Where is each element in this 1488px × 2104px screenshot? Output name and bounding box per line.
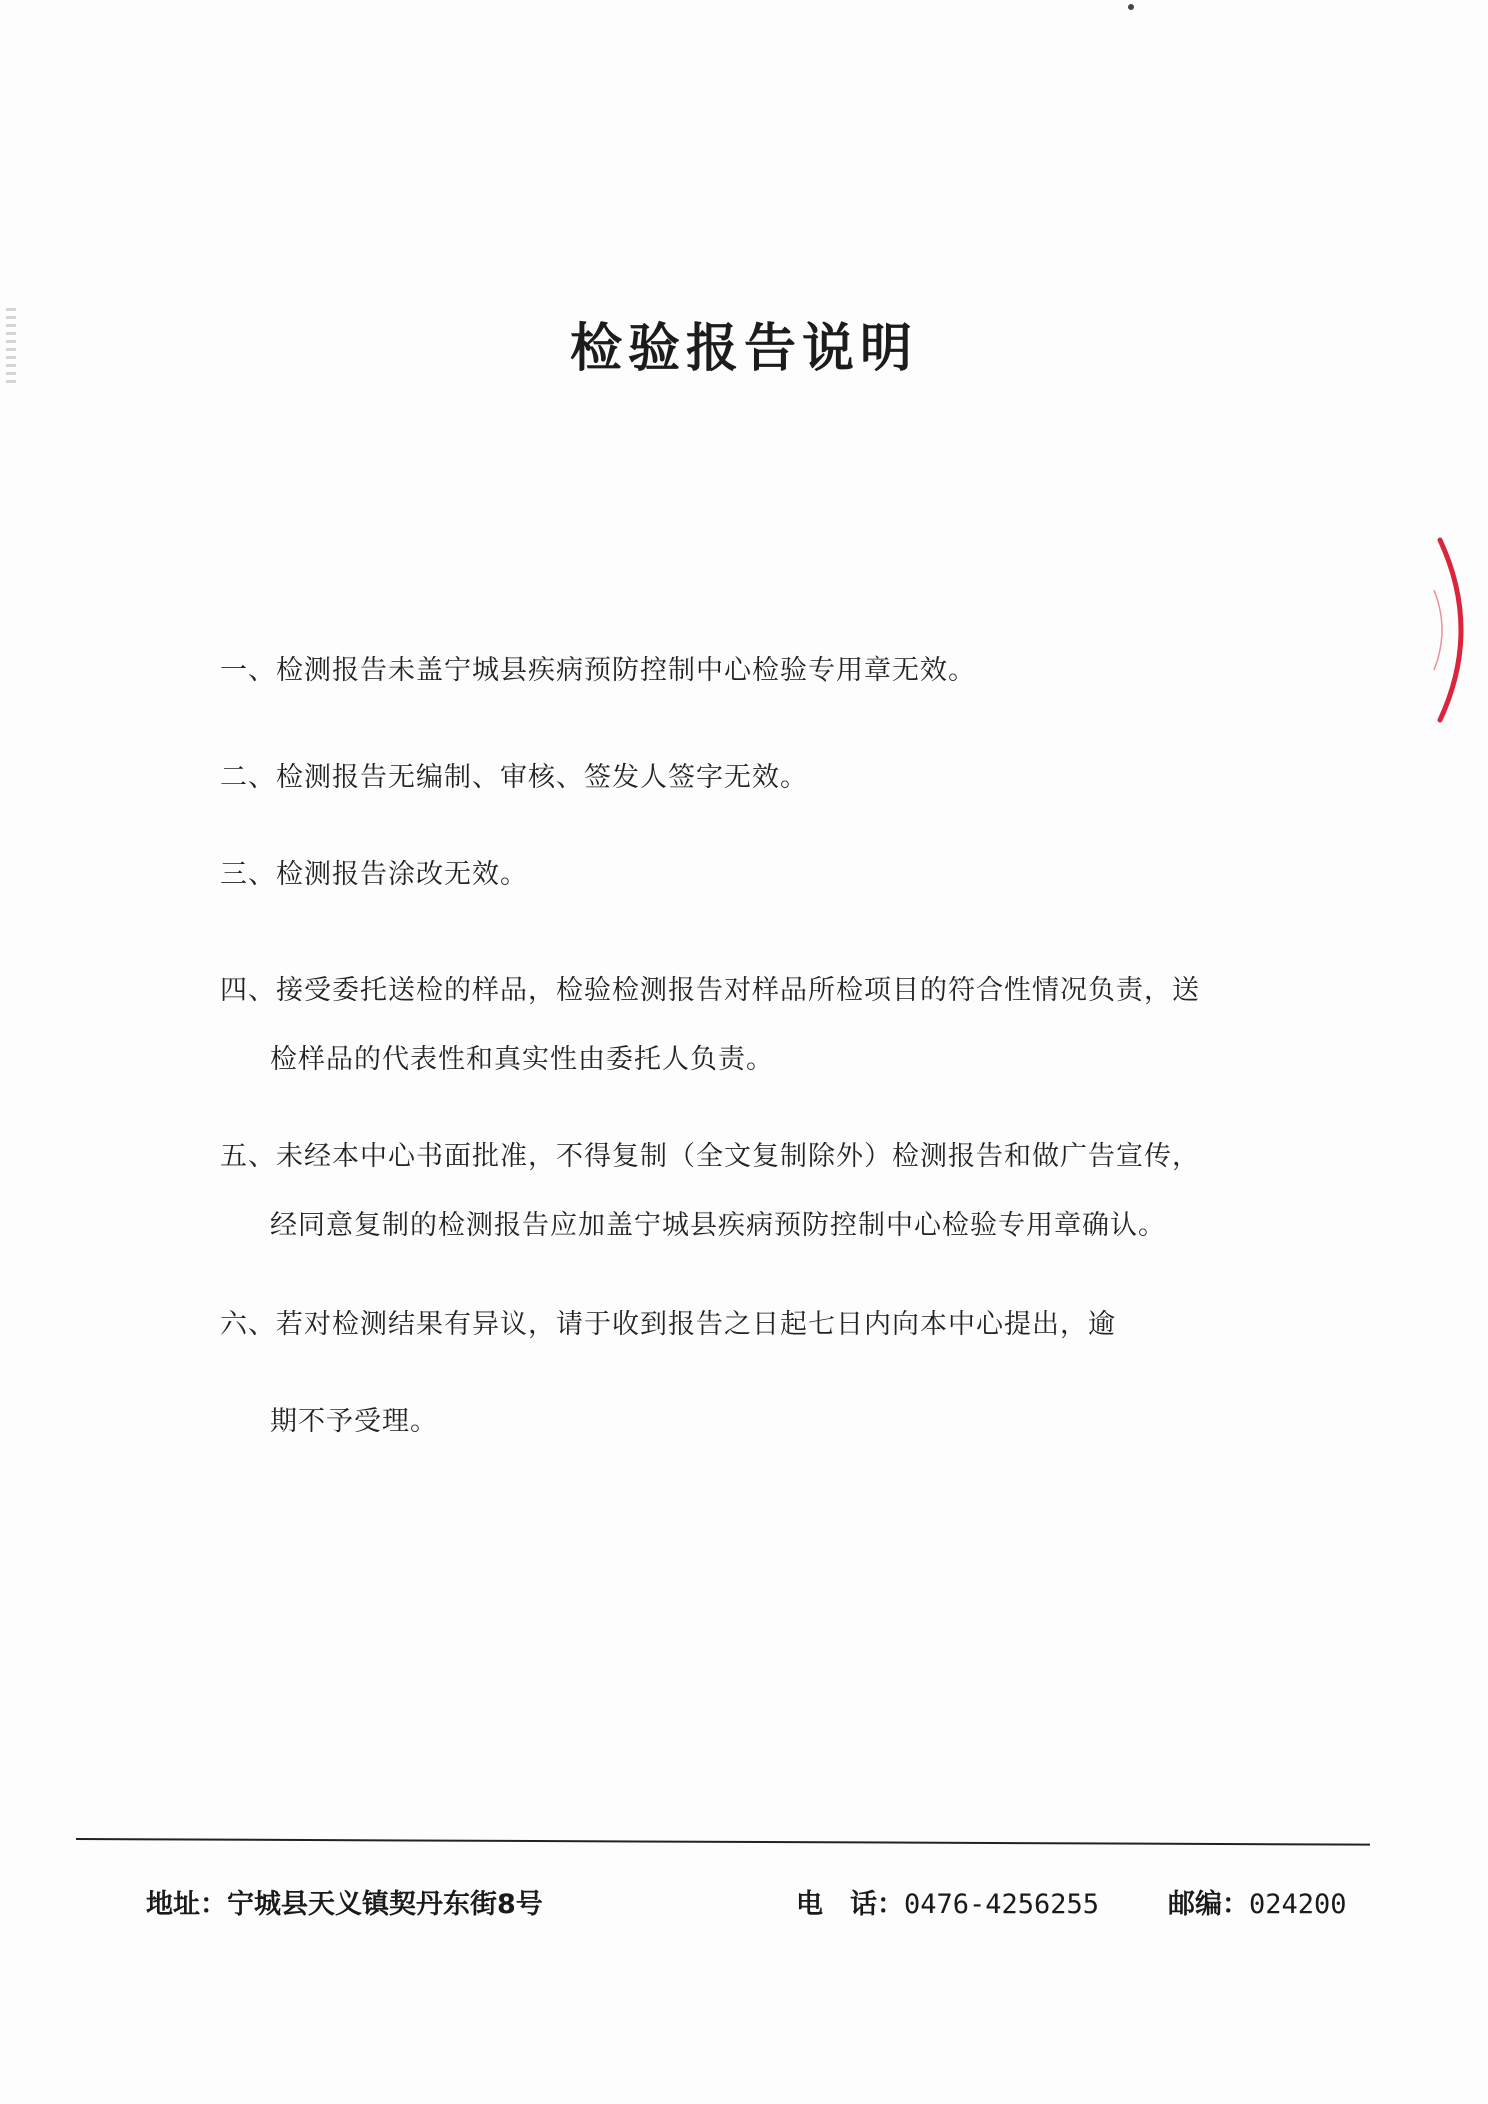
- address-label: 地址：: [146, 1889, 227, 1920]
- clause-4-text: 四、接受委托送检的样品，检验检测报告对样品所检项目的符合性情况负责，送: [220, 975, 1200, 1006]
- clause-2: [220, 755, 1340, 794]
- clause-1-text: 一、检测报告未盖宁城县疾病预防控制中心检验专用章无效。: [220, 655, 976, 686]
- address-value: 宁城县天义镇契丹东街8号: [227, 1889, 543, 1920]
- clause-2-text: 二、检测报告无编制、审核、签发人签字无效。: [220, 762, 808, 793]
- footer-divider: [76, 1838, 1370, 1846]
- clause-3-text: 三、检测报告涂改无效。: [220, 859, 528, 890]
- clause-5-text: 五、未经本中心书面批准，不得复制（全文复制除外）检测报告和做广告宣传，: [220, 1141, 1200, 1172]
- phone-value: 0476-4256255: [904, 1889, 1100, 1920]
- clause-4: [220, 968, 1340, 1076]
- page-title: 检验报告说明: [569, 319, 918, 379]
- seal-arc: [1440, 540, 1461, 720]
- postal-value: 024200: [1249, 1889, 1347, 1920]
- footer-phone: [796, 1882, 1099, 1921]
- clause-5-continuation: 经同意复制的检测报告应加盖宁城县疾病预防控制中心检验专用章确认。: [270, 1210, 1166, 1241]
- clause-5: [220, 1134, 1340, 1242]
- clause-6-text: 六、若对检测结果有异议，请于收到报告之日起七日内向本中心提出，逾: [220, 1309, 1116, 1340]
- phone-label: 电 话：: [796, 1889, 904, 1920]
- clause-3: [220, 852, 1340, 891]
- clause-4-continuation: 检样品的代表性和真实性由委托人负责。: [270, 1044, 774, 1075]
- clause-6: [220, 1302, 1340, 1438]
- postal-label: 邮编：: [1168, 1889, 1249, 1920]
- clause-1: [220, 648, 1340, 687]
- clause-6-continuation: 期不予受理。: [270, 1406, 438, 1437]
- footer-postal: [1168, 1882, 1347, 1921]
- seal-arc-inner: [1434, 590, 1442, 670]
- scan-dot: [1128, 4, 1134, 10]
- footer-address: [146, 1882, 543, 1921]
- seal-stamp-edge: [1420, 530, 1488, 730]
